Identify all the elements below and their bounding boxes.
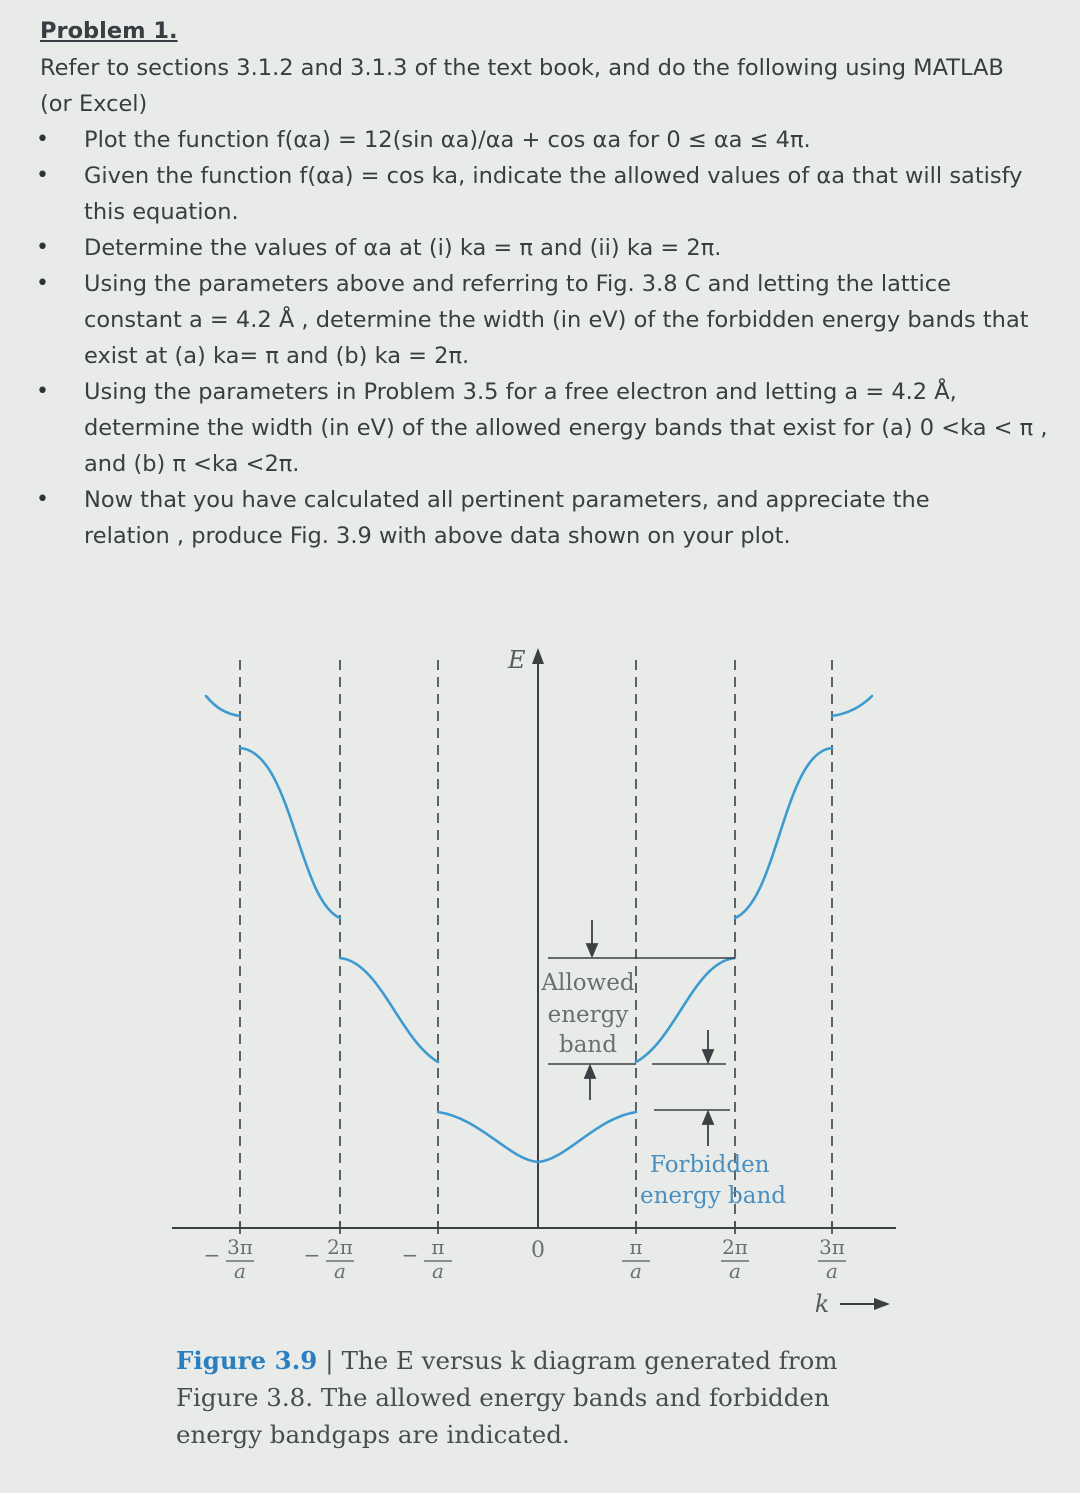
k-tick-label [402, 1235, 452, 1283]
k-tick-numerator: 2π [327, 1235, 353, 1259]
band-curve-4-left [206, 696, 240, 716]
e-axis-label: E [508, 646, 526, 674]
task-line: • Using the parameters above and referring to Fig. 3.8 C and letting the lattice [84, 271, 951, 297]
task-line: exist at (a) ka= π and (b) ka = 2π. [84, 343, 470, 369]
k-tick-numerator: π [629, 1235, 643, 1259]
k-tick-numerator: 0 [531, 1238, 545, 1263]
k-tick-denominator: a [334, 1259, 346, 1283]
task-line: and (b) π <ka <2π. [84, 451, 300, 477]
band-curve-3-right [735, 748, 832, 918]
forbidden-band-label-line-1: Forbidden [650, 1152, 770, 1178]
k-tick-denominator: a [826, 1259, 838, 1283]
band-curve-4-right [832, 696, 872, 716]
task-line: • Given the function f(αa) = cos ka, indicate the allowed values of αa that will satisfy [84, 163, 1023, 189]
task-line: determine the width (in eV) of the allowed energy bands that exist for (a) 0 <ka < π , [84, 415, 1048, 441]
task-item [40, 158, 1060, 230]
allowed-band-label-line-3: band [559, 1032, 617, 1058]
k-tick-sign: − [203, 1243, 221, 1267]
k-tick-sign: − [303, 1243, 321, 1267]
problem-heading: Problem 1. [40, 18, 178, 44]
k-tick-label [721, 1235, 749, 1283]
forbidden-band-label-line-2: energy band [640, 1183, 787, 1209]
task-line: constant a = 4.2 Å , determine the width (in eV) of the forbidden energy bands that [84, 307, 1029, 333]
k-axis-label: k [814, 1290, 830, 1318]
e-vs-k-figure [0, 600, 1080, 1493]
k-tick-label [622, 1235, 650, 1283]
k-tick-label [818, 1235, 846, 1283]
allowed-band-label-line-1: Allowed [541, 970, 635, 996]
task-item [40, 482, 1060, 554]
allowed-band-label-line-2: energy [547, 1002, 629, 1028]
k-tick-numerator: π [431, 1235, 445, 1259]
figure-caption [176, 1342, 876, 1453]
problem-intro-line: (or Excel) [40, 91, 148, 117]
k-tick-numerator: 3π [819, 1235, 845, 1259]
figure-label: Figure 3.9 [176, 1346, 318, 1375]
task-line: • Determine the values of αa at (i) ka = π and (ii) ka = 2π. [84, 235, 722, 261]
band-curve-2-right [636, 958, 735, 1062]
k-tick-denominator: a [729, 1259, 741, 1283]
k-tick-numerator: 2π [722, 1235, 748, 1259]
k-tick-sign: − [401, 1243, 419, 1267]
e-axis-arrowhead [532, 648, 544, 664]
caption-text: The E versus k diagram generated from Figure 3.8. The allowed energy bands and forbidden energy bandgaps are indicated. [176, 1346, 838, 1449]
task-item [40, 374, 1060, 482]
caption-separator: | [325, 1346, 334, 1375]
task-line: this equation. [84, 199, 239, 225]
k-tick-label [204, 1235, 254, 1283]
band-curve-3-left [240, 748, 340, 918]
k-tick-label [304, 1235, 354, 1283]
problem-intro-line: Refer to sections 3.1.2 and 3.1.3 of the text book, and do the following using MATLAB [40, 55, 1004, 81]
k-tick-label [531, 1238, 545, 1263]
task-line: relation , produce Fig. 3.9 with above data shown on your plot. [84, 523, 791, 549]
task-list [40, 122, 1060, 554]
k-tick-denominator: a [432, 1259, 444, 1283]
k-axis-arrowhead [874, 1298, 890, 1310]
task-line: • Now that you have calculated all pertinent parameters, and appreciate the [84, 487, 930, 513]
k-tick-denominator: a [234, 1259, 246, 1283]
problem-statement [40, 12, 1060, 554]
task-line: • Using the parameters in Problem 3.5 for a free electron and letting a = 4.2 Å, [84, 379, 957, 405]
k-tick-numerator: 3π [227, 1235, 253, 1259]
task-line: • Plot the function f(αa) = 12(sin αa)/αa + cos αa for 0 ≤ αa ≤ 4π. [84, 127, 811, 153]
task-item [40, 122, 1060, 158]
task-item [40, 266, 1060, 374]
band-curve-2-left [340, 958, 438, 1062]
task-item [40, 230, 1060, 266]
k-tick-denominator: a [630, 1259, 642, 1283]
